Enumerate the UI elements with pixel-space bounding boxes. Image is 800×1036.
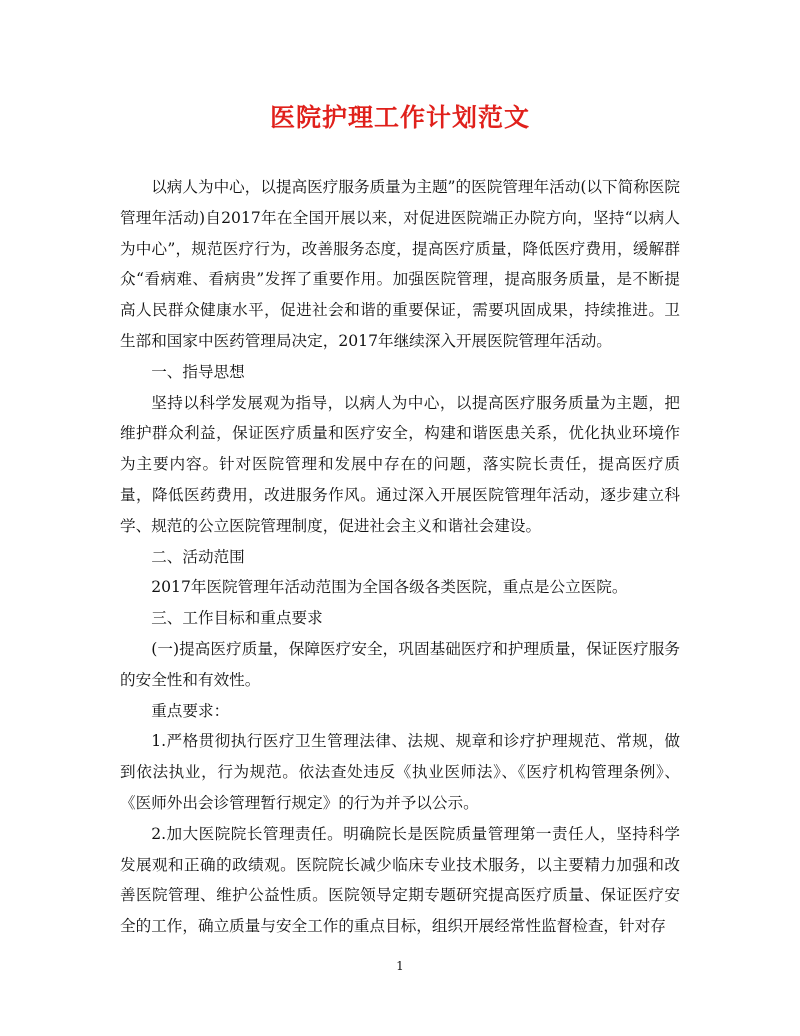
document-body bbox=[120, 172, 680, 942]
section-heading: 二、活动范围 bbox=[151, 547, 245, 566]
body-paragraph: 2.加大医院院长管理责任。明确院长是医院质量管理第一责任人，坚持科学发展观和正确的政绩观。医院院长减少临床专业技术服务，以主要精力加强和改善医院管理、维护公益性质。医院领导定期专题研究提高医疗质量、保证医疗安全的工作，确立质量与安全工作的重点目标，组织开展经常性监督检查，针对存 bbox=[120, 824, 680, 936]
body-paragraph: 1.严格贯彻执行医疗卫生管理法律、法规、规章和诊疗护理规范、常规，做到依法执业，行为规范。依法查处违反《执业医师法》、《医疗机构管理条例》、《医师外出会诊管理暂行规定》的行为并予以公示。 bbox=[120, 732, 680, 812]
section-heading: 一、指导思想 bbox=[151, 362, 245, 381]
body-paragraph: (一)提高医疗质量，保障医疗安全，巩固基础医疗和护理质量，保证医疗服务的安全性和有效性。 bbox=[120, 639, 680, 689]
subheading: 重点要求： bbox=[151, 701, 230, 720]
section-heading: 三、工作目标和重点要求 bbox=[151, 609, 323, 628]
page-number: 1 bbox=[396, 959, 404, 973]
body-paragraph: 2017年医院管理年活动范围为全国各级各类医院，重点是公立医院。 bbox=[151, 578, 628, 597]
body-paragraph: 坚持以科学发展观为指导，以病人为中心，以提高医疗服务质量为主题，把维护群众利益，保证医疗质量和医疗安全，构建和谐医患关系，优化执业环境作为主要内容。针对医院管理和发展中存在的问题，落实院长责任，提高医疗质量，降低医药费用，改进服务作风。通过深入开展医院管理年活动，逐步建立科学、规范的公立医院管理制度，促进社会主义和谐社会建设。 bbox=[120, 393, 680, 535]
document-title: 医院护理工作计划范文 bbox=[269, 103, 530, 132]
intro-paragraph: 以病人为中心，以提高医疗服务质量为主题”的医院管理年活动(以下简称医院管理年活动)自2017年在全国开展以来，对促进医院端正办院方向，坚持“以病人为中心”，规范医疗行为，改善服务态度，提高医疗质量，降低医疗费用，缓解群众“看病难、看病贵”发挥了重要作用。加强医院管理，提高服务质量，是不断提高人民群众健康水平，促进社会和谐的重要保证，需要巩固成果，持续推进。卫生部和国家中医药管理局决定，2017年继续深入开展医院管理年活动。 bbox=[120, 178, 680, 350]
